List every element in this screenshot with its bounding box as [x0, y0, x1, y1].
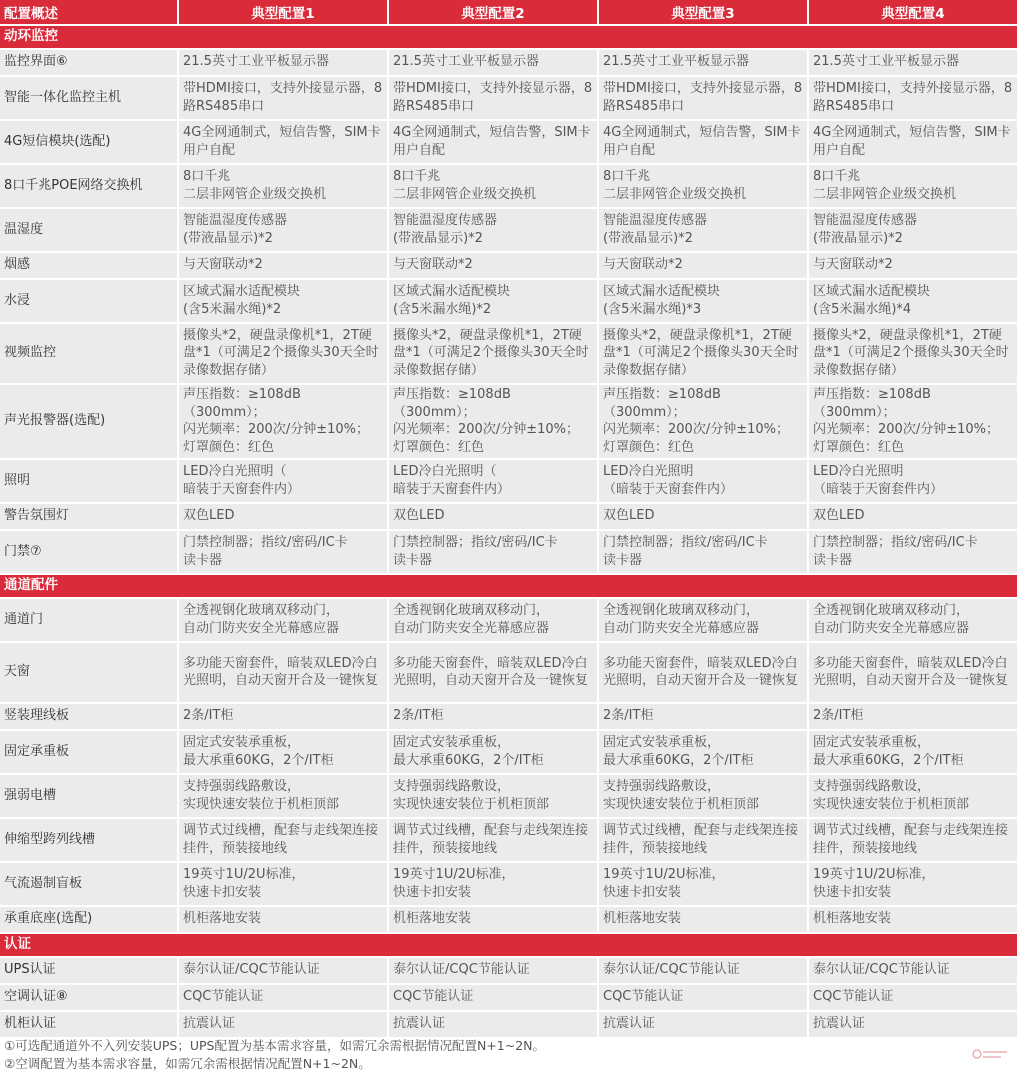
table-cell: 调节式过线槽，配套与走线架连接挂件，预装接地线	[809, 817, 1019, 861]
table-cell: 智能温湿度传感器 (带液晶显示)*2	[389, 207, 599, 251]
table-cell: 调节式过线槽，配套与走线架连接挂件，预装接地线	[179, 817, 389, 861]
row-label: 固定承重板	[0, 729, 179, 773]
header-config-3: 典型配置3	[599, 0, 809, 24]
section-title: 认证	[0, 932, 1019, 956]
table-cell: 门禁控制器；指纹/密码/IC卡 读卡器	[389, 529, 599, 573]
table-row	[0, 956, 1019, 983]
table-row	[0, 48, 1019, 75]
table-cell: 多功能天窗套件，暗装双LED冷白光照明，自动天窗开合及一键恢复	[599, 641, 809, 702]
table-cell: LED冷白光照明 （暗装于天窗套件内）	[809, 458, 1019, 502]
table-cell: LED冷白光照明 （暗装于天窗套件内）	[599, 458, 809, 502]
table-cell: 机柜落地安装	[599, 905, 809, 932]
table-cell: 固定式安装承重板， 最大承重60KG，2个/IT柜	[389, 729, 599, 773]
table-row	[0, 983, 1019, 1010]
row-label: 照明	[0, 458, 179, 502]
row-label: 空调认证⑧	[0, 983, 179, 1010]
row-label: 8口千兆POE网络交换机	[0, 163, 179, 207]
header-config-1: 典型配置1	[179, 0, 389, 24]
table-row	[0, 729, 1019, 773]
table-cell: 抗震认证	[389, 1010, 599, 1037]
table-row	[0, 119, 1019, 163]
table-cell: 与天窗联动*2	[389, 251, 599, 278]
table-cell: 4G全网通制式，短信告警，SIM卡用户自配	[179, 119, 389, 163]
row-label: 视频监控	[0, 322, 179, 383]
table-row	[0, 163, 1019, 207]
footnote-2: ②空调配置为基本需求容量，如需冗余需根据情况配置N+1~2N。	[4, 1056, 371, 1071]
table-row	[0, 75, 1019, 119]
table-cell: 19英寸1U/2U标准， 快速卡扣安装	[809, 861, 1019, 905]
table-cell: 与天窗联动*2	[179, 251, 389, 278]
table-cell: 泰尔认证/CQC节能认证	[389, 956, 599, 983]
table-cell: 智能温湿度传感器 (带液晶显示)*2	[599, 207, 809, 251]
table-cell: 调节式过线槽，配套与走线架连接挂件，预装接地线	[599, 817, 809, 861]
table-cell: CQC节能认证	[809, 983, 1019, 1010]
table-cell: 多功能天窗套件，暗装双LED冷白光照明，自动天窗开合及一键恢复	[389, 641, 599, 702]
table-cell: 固定式安装承重板， 最大承重60KG，2个/IT柜	[599, 729, 809, 773]
table-cell: 双色LED	[179, 502, 389, 529]
row-label: 烟感	[0, 251, 179, 278]
header-overview: 配置概述	[0, 0, 179, 24]
table-row	[0, 322, 1019, 383]
table-row	[0, 905, 1019, 932]
table-cell: 21.5英寸工业平板显示器	[809, 48, 1019, 75]
table-row	[0, 861, 1019, 905]
table-cell: 声压指数：≥108dB（300mm）； 闪光频率：200次/分钟±10%； 灯罩颜色：红色	[389, 383, 599, 458]
table-cell: 与天窗联动*2	[599, 251, 809, 278]
table-cell: 19英寸1U/2U标准， 快速卡扣安装	[389, 861, 599, 905]
table-row	[0, 641, 1019, 702]
row-label: UPS认证	[0, 956, 179, 983]
row-label: 水浸	[0, 278, 179, 322]
footnote-1: ①可选配通道外不入列安装UPS；UPS配置为基本需求容量，如需冗余需根据情况配置N+1~2N。	[4, 1038, 546, 1053]
table-cell: 多功能天窗套件，暗装双LED冷白光照明，自动天窗开合及一键恢复	[179, 641, 389, 702]
table-cell: 抗震认证	[599, 1010, 809, 1037]
row-label: 监控界面⑥	[0, 48, 179, 75]
row-label: 4G短信模块(选配)	[0, 119, 179, 163]
table-cell: 支持强弱线路敷设， 实现快速安装位于机柜顶部	[389, 773, 599, 817]
table-cell: 区域式漏水适配模块 (含5米漏水绳)*2	[179, 278, 389, 322]
section-header-row	[0, 24, 1019, 48]
row-label: 伸缩型跨列线槽	[0, 817, 179, 861]
table-cell: 支持强弱线路敷设， 实现快速安装位于机柜顶部	[809, 773, 1019, 817]
table-cell: CQC节能认证	[599, 983, 809, 1010]
table-row	[0, 1010, 1019, 1037]
table-cell: 4G全网通制式，短信告警，SIM卡用户自配	[389, 119, 599, 163]
table-cell: 带HDMI接口，支持外接显示器，8路RS485串口	[179, 75, 389, 119]
table-cell: CQC节能认证	[389, 983, 599, 1010]
table-cell: 智能温湿度传感器 (带液晶显示)*2	[809, 207, 1019, 251]
row-label: 机柜认证	[0, 1010, 179, 1037]
header-config-2: 典型配置2	[389, 0, 599, 24]
table-row	[0, 502, 1019, 529]
table-row	[0, 278, 1019, 322]
table-row	[0, 529, 1019, 573]
section-header-row	[0, 573, 1019, 597]
table-cell: 8口千兆 二层非网管企业级交换机	[599, 163, 809, 207]
table-cell: 摄像头*2，硬盘录像机*1，2T硬盘*1（可满足2个摄像头30天全时录像数据存储）	[809, 322, 1019, 383]
row-label: 承重底座(选配)	[0, 905, 179, 932]
table-cell: 固定式安装承重板， 最大承重60KG，2个/IT柜	[179, 729, 389, 773]
table-cell: 门禁控制器；指纹/密码/IC卡 读卡器	[599, 529, 809, 573]
table-cell: 21.5英寸工业平板显示器	[389, 48, 599, 75]
table-row	[0, 207, 1019, 251]
table-cell: 支持强弱线路敷设， 实现快速安装位于机柜顶部	[179, 773, 389, 817]
table-row	[0, 458, 1019, 502]
row-label: 气流遏制盲板	[0, 861, 179, 905]
row-label: 警告氛围灯	[0, 502, 179, 529]
table-cell: 泰尔认证/CQC节能认证	[809, 956, 1019, 983]
table-cell: 全透视钢化玻璃双移动门， 自动门防夹安全光幕感应器	[809, 597, 1019, 641]
table-cell: LED冷白光照明（ 暗装于天窗套件内）	[389, 458, 599, 502]
row-label: 竖装理线板	[0, 702, 179, 729]
table-cell: 机柜落地安装	[389, 905, 599, 932]
table-cell: 2条/IT柜	[599, 702, 809, 729]
row-label: 天窗	[0, 641, 179, 702]
section-title: 通道配件	[0, 573, 1019, 597]
header-row	[0, 0, 1019, 24]
table-cell: 双色LED	[599, 502, 809, 529]
table-cell: CQC节能认证	[179, 983, 389, 1010]
table-cell: 机柜落地安装	[179, 905, 389, 932]
table-cell: 19英寸1U/2U标准， 快速卡扣安装	[599, 861, 809, 905]
watermark-logo-icon	[971, 1045, 1009, 1065]
table-cell: 与天窗联动*2	[809, 251, 1019, 278]
table-row	[0, 702, 1019, 729]
table-cell: 4G全网通制式，短信告警，SIM卡用户自配	[599, 119, 809, 163]
table-cell: 声压指数：≥108dB（300mm）； 闪光频率：200次/分钟±10%； 灯罩颜色：红色	[179, 383, 389, 458]
table-cell: 双色LED	[809, 502, 1019, 529]
table-cell: 抗震认证	[809, 1010, 1019, 1037]
table-cell: 2条/IT柜	[809, 702, 1019, 729]
table-cell: 抗震认证	[179, 1010, 389, 1037]
table-cell: 双色LED	[389, 502, 599, 529]
table-cell: 全透视钢化玻璃双移动门， 自动门防夹安全光幕感应器	[389, 597, 599, 641]
table-cell: 智能温湿度传感器 (带液晶显示)*2	[179, 207, 389, 251]
table-cell: 声压指数：≥108dB（300mm）； 闪光频率：200次/分钟±10%； 灯罩颜色：红色	[599, 383, 809, 458]
section-header-row	[0, 932, 1019, 956]
section-title: 动环监控	[0, 24, 1019, 48]
table-cell: 21.5英寸工业平板显示器	[599, 48, 809, 75]
table-cell: 支持强弱线路敷设， 实现快速安装位于机柜顶部	[599, 773, 809, 817]
table-row	[0, 773, 1019, 817]
table-row	[0, 251, 1019, 278]
table-cell: 区域式漏水适配模块 (含5米漏水绳)*2	[389, 278, 599, 322]
header-config-4: 典型配置4	[809, 0, 1019, 24]
row-label: 声光报警器(选配)	[0, 383, 179, 458]
table-row	[0, 597, 1019, 641]
table-cell: 带HDMI接口，支持外接显示器，8路RS485串口	[389, 75, 599, 119]
table-cell: 19英寸1U/2U标准， 快速卡扣安装	[179, 861, 389, 905]
table-cell: 8口千兆 二层非网管企业级交换机	[389, 163, 599, 207]
table-cell: 2条/IT柜	[389, 702, 599, 729]
table-cell: 调节式过线槽，配套与走线架连接挂件，预装接地线	[389, 817, 599, 861]
table-cell: 8口千兆 二层非网管企业级交换机	[809, 163, 1019, 207]
table-cell: 2条/IT柜	[179, 702, 389, 729]
table-cell: 区域式漏水适配模块 (含5米漏水绳)*3	[599, 278, 809, 322]
table-cell: 泰尔认证/CQC节能认证	[599, 956, 809, 983]
table-cell: 声压指数：≥108dB（300mm）； 闪光频率：200次/分钟±10%； 灯罩颜色：红色	[809, 383, 1019, 458]
table-cell: 21.5英寸工业平板显示器	[179, 48, 389, 75]
row-label: 温湿度	[0, 207, 179, 251]
table-cell: 区域式漏水适配模块 (含5米漏水绳)*4	[809, 278, 1019, 322]
table-cell: 泰尔认证/CQC节能认证	[179, 956, 389, 983]
table-row	[0, 383, 1019, 458]
table-cell: 带HDMI接口，支持外接显示器，8路RS485串口	[599, 75, 809, 119]
table-cell: 摄像头*2，硬盘录像机*1，2T硬盘*1（可满足2个摄像头30天全时录像数据存储）	[389, 322, 599, 383]
table-cell: LED冷白光照明（ 暗装于天窗套件内）	[179, 458, 389, 502]
table-cell: 摄像头*2，硬盘录像机*1，2T硬盘*1（可满足2个摄像头30天全时录像数据存储）	[179, 322, 389, 383]
table-cell: 固定式安装承重板， 最大承重60KG，2个/IT柜	[809, 729, 1019, 773]
table-cell: 全透视钢化玻璃双移动门， 自动门防夹安全光幕感应器	[599, 597, 809, 641]
table-cell: 门禁控制器；指纹/密码/IC卡 读卡器	[179, 529, 389, 573]
row-label: 智能一体化监控主机	[0, 75, 179, 119]
table-cell: 4G全网通制式，短信告警，SIM卡用户自配	[809, 119, 1019, 163]
table-row	[0, 817, 1019, 861]
row-label: 门禁⑦	[0, 529, 179, 573]
table-cell: 门禁控制器；指纹/密码/IC卡 读卡器	[809, 529, 1019, 573]
row-label: 通道门	[0, 597, 179, 641]
table-cell: 摄像头*2，硬盘录像机*1，2T硬盘*1（可满足2个摄像头30天全时录像数据存储）	[599, 322, 809, 383]
table-cell: 机柜落地安装	[809, 905, 1019, 932]
table-cell: 带HDMI接口，支持外接显示器，8路RS485串口	[809, 75, 1019, 119]
table-cell: 8口千兆 二层非网管企业级交换机	[179, 163, 389, 207]
row-label: 强弱电槽	[0, 773, 179, 817]
table-cell: 多功能天窗套件，暗装双LED冷白光照明，自动天窗开合及一键恢复	[809, 641, 1019, 702]
table-cell: 全透视钢化玻璃双移动门， 自动门防夹安全光幕感应器	[179, 597, 389, 641]
